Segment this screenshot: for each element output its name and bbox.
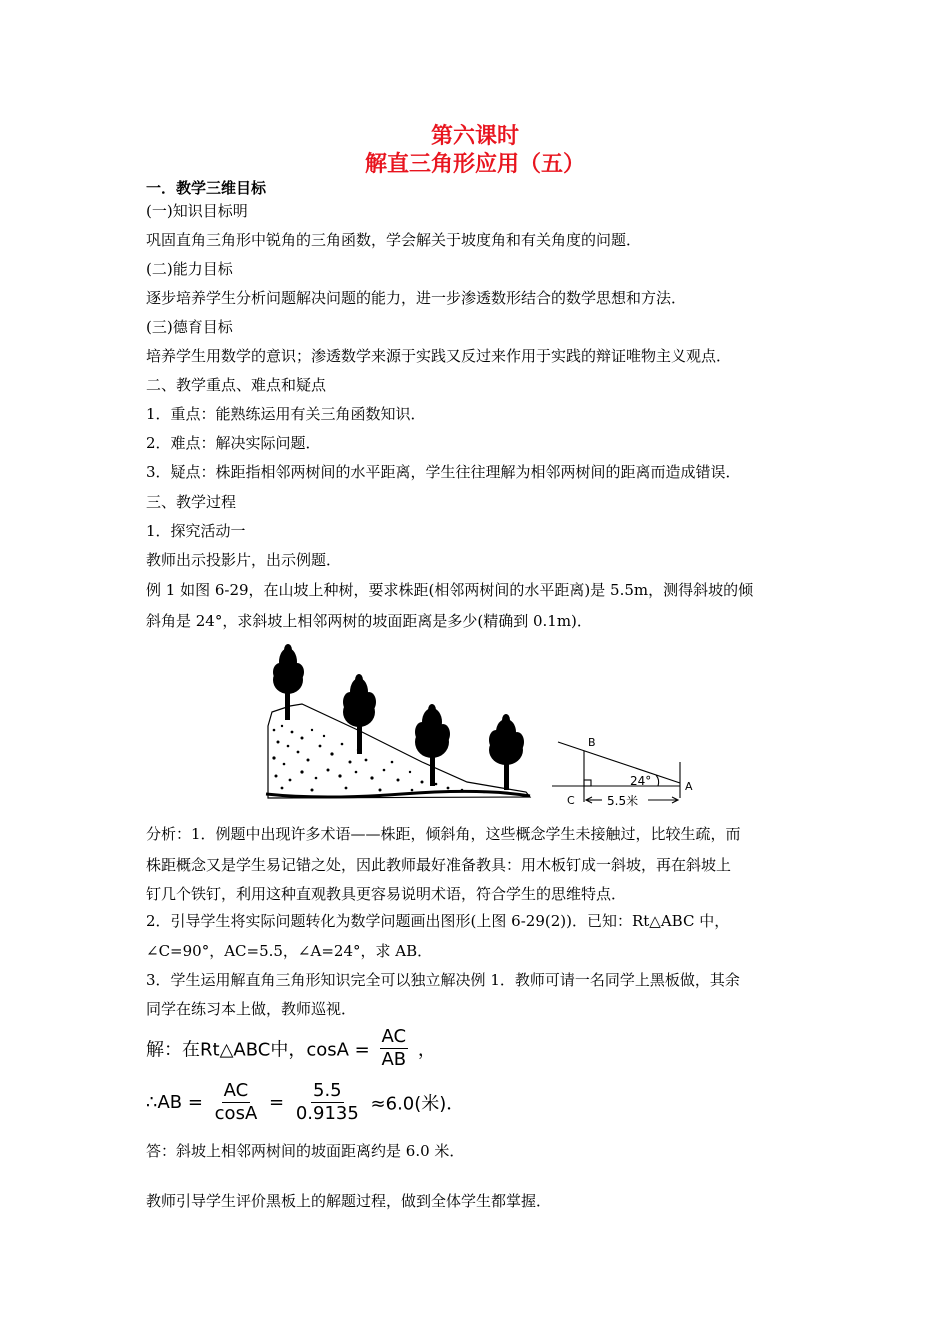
lesson-title: 第六课时 bbox=[430, 123, 519, 149]
denominator: cosA bbox=[214, 1103, 258, 1124]
label-b: B bbox=[588, 736, 596, 749]
list-item: 1．探究活动一 bbox=[146, 522, 246, 540]
angle-label: 24° bbox=[630, 774, 652, 788]
solution-result: ≈6.0(米)． bbox=[370, 1093, 465, 1115]
paragraph: 巩固直角三角形中锐角的三角函数，学会解关于坡度角和有关角度的问题． bbox=[146, 231, 642, 249]
fraction-ac-cosa bbox=[213, 1080, 260, 1125]
analysis-line: 3．学生运用解直角三角形知识完全可以独立解决例 1．教师可请一名同学上黑板做，其余 bbox=[146, 971, 740, 989]
tree-icon bbox=[489, 714, 524, 790]
solution-prefix: ∴AB = bbox=[146, 1092, 203, 1113]
label-a: A bbox=[685, 780, 693, 793]
distance-label: 5.5米 bbox=[607, 794, 639, 808]
denominator: AB bbox=[381, 1049, 407, 1070]
solution-prefix: 解：在Rt△ABC中，cosA = bbox=[146, 1039, 370, 1061]
solution-line-2 bbox=[146, 1080, 464, 1125]
paragraph: 教师出示投影片，出示例题． bbox=[146, 551, 342, 569]
analysis-line: 同学在练习本上做，教师巡视． bbox=[146, 1000, 357, 1018]
fraction-values bbox=[294, 1080, 361, 1125]
analysis-line: 分析：1．例题中出现许多术语——株距，倾斜角，这些概念学生未接触过，比较生疏，而 bbox=[146, 825, 741, 843]
subheading-ability: (二)能力目标 bbox=[146, 260, 233, 278]
analysis-line: 2．引导学生将实际问题转化为数学问题画出图形(上图 6-29(2))．已知：Rt△ABC 中， bbox=[146, 912, 730, 930]
label-c: C bbox=[567, 794, 575, 807]
example-line: 斜角是 24°，求斜坡上相邻两树的坡面距离是多少(精确到 0.1m)． bbox=[146, 612, 592, 630]
solution-suffix: ， bbox=[417, 1039, 436, 1061]
section-heading-keypoints: 二、教学重点、难点和疑点 bbox=[146, 376, 327, 394]
denominator: 0.9135 bbox=[295, 1103, 359, 1124]
solution-line-1 bbox=[146, 1026, 436, 1071]
analysis-line: 株距概念又是学生易记错之处，因此教师最好准备教具：用木板钉成一斜坡，再在斜坡上 bbox=[146, 856, 732, 874]
numerator: AC bbox=[381, 1026, 407, 1047]
analysis-line: ∠C=90°，AC=5.5，∠A=24°，求 AB． bbox=[146, 942, 433, 960]
subheading-knowledge: (一)知识目标明 bbox=[146, 202, 248, 220]
figure-6-29 bbox=[262, 642, 702, 812]
fraction-ac-ab bbox=[379, 1026, 408, 1071]
paragraph: 逐步培养学生分析问题解决问题的能力，进一步渗透数形结合的数学思想和方法． bbox=[146, 289, 687, 307]
paragraph: 培养学生用数学的意识；渗透数学来源于实践又反过来作用于实践的辩证唯物主义观点． bbox=[146, 347, 732, 365]
section-heading-process: 三、教学过程 bbox=[146, 493, 237, 511]
section-heading-goals: 一．教学三维目标 bbox=[146, 179, 267, 197]
numerator: 5.5 bbox=[313, 1080, 342, 1101]
answer-line: 答：斜坡上相邻两树间的坡面距离约是 6.0 米． bbox=[146, 1142, 465, 1160]
numerator: AC bbox=[223, 1080, 249, 1101]
example-line: 例 1 如图 6-29，在山坡上种树，要求株距(相邻两树间的水平距离)是 5.5m，测得斜坡的倾 bbox=[146, 581, 754, 599]
analysis-line: 钉几个铁钉，利用这种直观教具更容易说明术语，符合学生的思维特点． bbox=[146, 885, 627, 903]
paragraph: 教师引导学生评价黑板上的解题过程，做到全体学生都掌握． bbox=[146, 1192, 552, 1210]
equals-sign: = bbox=[269, 1092, 285, 1113]
list-item: 3．疑点：株距指相邻两树间的水平距离，学生往往理解为相邻两树间的距离而造成错误． bbox=[146, 463, 741, 481]
subheading-moral: (三)德育目标 bbox=[146, 318, 233, 336]
list-item: 1．重点：能熟练运用有关三角函数知识． bbox=[146, 405, 426, 423]
lesson-subtitle: 解直三角形应用（五） bbox=[364, 151, 585, 177]
list-item: 2．难点：解决实际问题． bbox=[146, 434, 321, 452]
